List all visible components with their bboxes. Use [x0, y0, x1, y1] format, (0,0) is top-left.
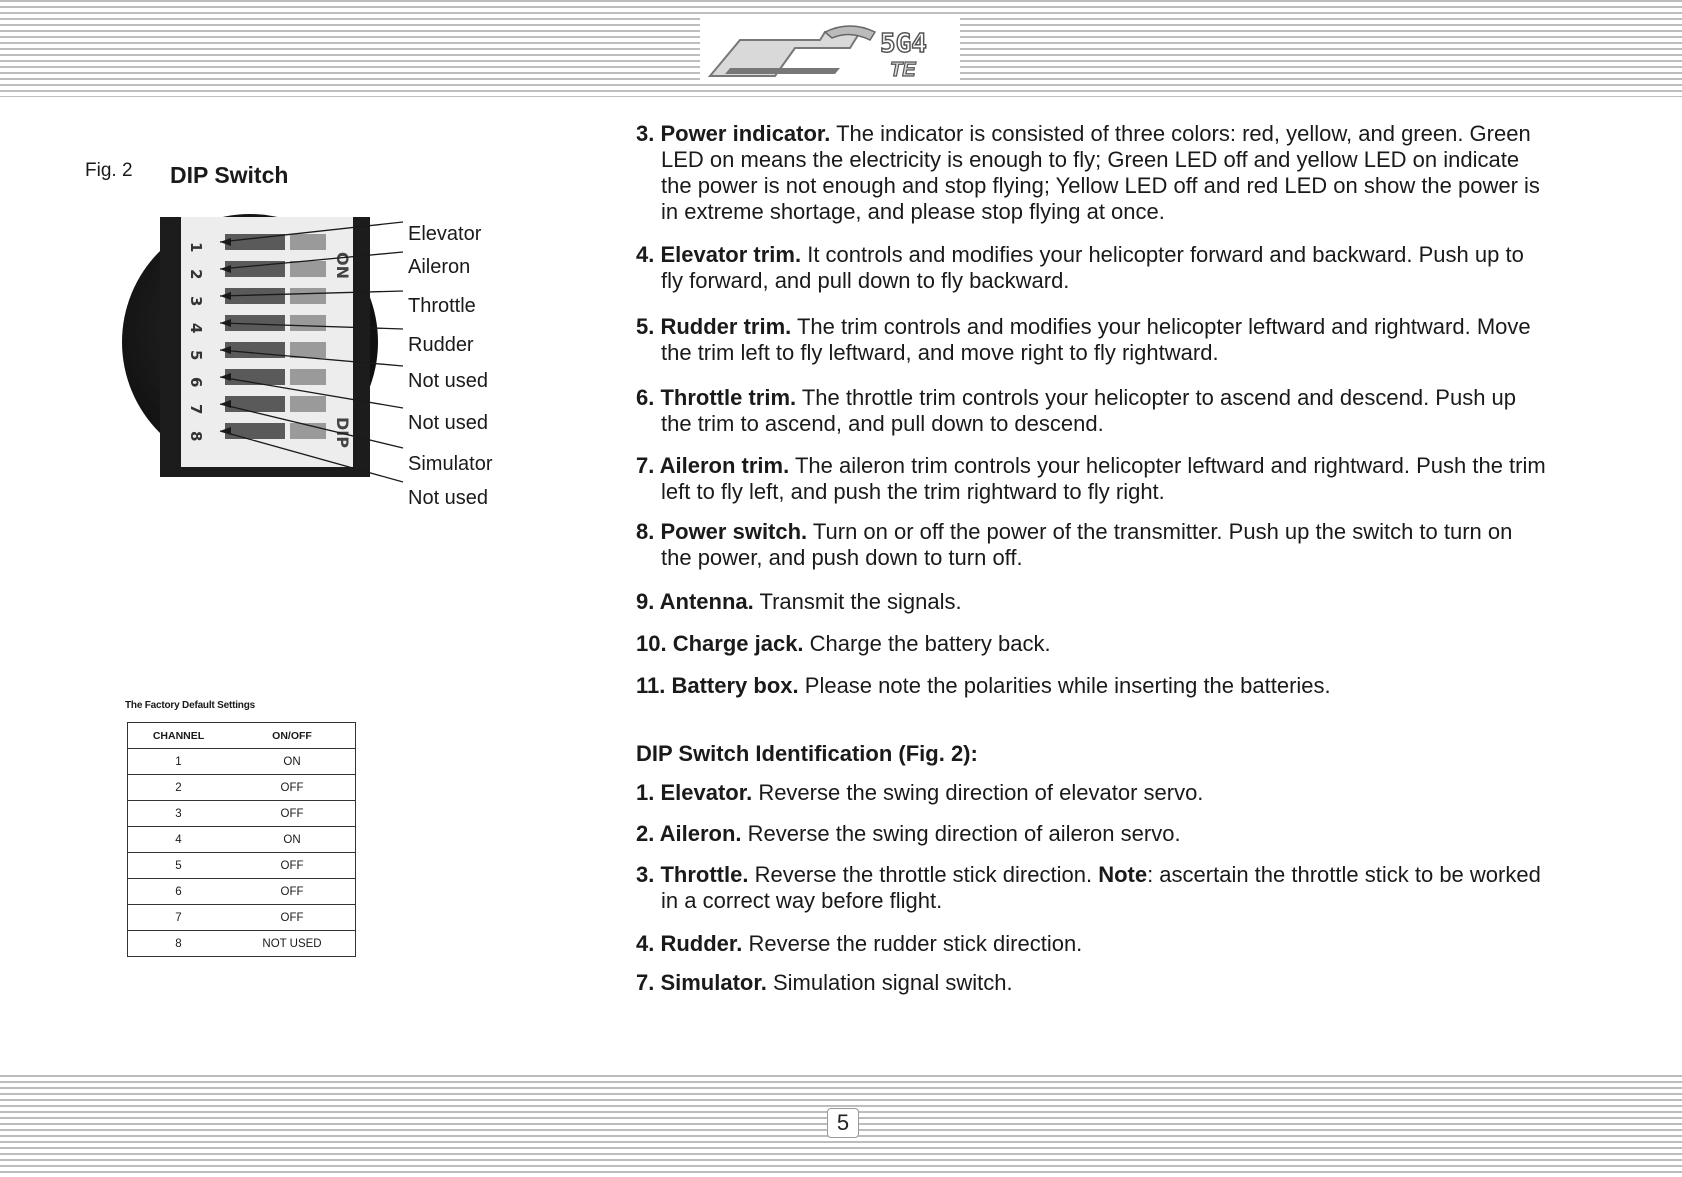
table-caption: The Factory Default Settings	[125, 700, 255, 711]
channel-cell: 8	[128, 931, 230, 957]
switch-slot-4	[290, 315, 326, 331]
channel-cell: 2	[128, 775, 230, 801]
switch-on-label: ON	[333, 252, 352, 279]
callout-aileron: Aileron	[408, 256, 471, 278]
item-heading: 7. Aileron trim.	[636, 453, 790, 478]
figure-title: DIP Switch	[170, 162, 289, 188]
factory-defaults-table	[127, 722, 356, 957]
item-text: The aileron trim controls your helicopter leftward and rightward. Push the trim	[794, 453, 1546, 478]
channel-cell: 5	[128, 853, 230, 879]
switch-number-1: 1	[187, 242, 205, 253]
item-elevator-trim	[636, 242, 1636, 294]
note-label: Note	[1098, 862, 1148, 887]
page-number: 5	[827, 1108, 859, 1138]
item-text: Transmit the signals.	[759, 589, 962, 614]
state-cell: ON	[229, 749, 356, 775]
switch-toggle-5	[225, 342, 285, 358]
item-power-switch	[636, 519, 1636, 571]
item-text: Reverse the swing direction of aileron servo.	[747, 821, 1181, 846]
table-header-row	[128, 723, 356, 749]
item-charge-jack	[636, 631, 1636, 657]
dip-section-heading: DIP Switch Identification (Fig. 2):	[636, 741, 978, 766]
item-text: Reverse the throttle stick direction.	[754, 862, 1093, 887]
item-text: Simulation signal switch.	[772, 970, 1013, 995]
item-text: The indicator is consisted of three colors: red, yellow, and green. Green	[836, 121, 1531, 146]
callout-throttle: Throttle	[408, 295, 476, 317]
item-line: LED on means the electricity is enough to fly; Green LED off and yellow LED on indicate	[661, 147, 1520, 172]
dip-item-elevator	[636, 780, 1636, 806]
switch-slot-1	[290, 234, 326, 250]
table-row	[128, 853, 356, 879]
item-text: The throttle trim controls your helicopter to ascend and descend. Push up	[801, 385, 1517, 410]
item-aileron-trim	[636, 453, 1636, 505]
item-antenna	[636, 589, 1636, 615]
callout-not-used-8: Not used	[408, 487, 489, 509]
state-cell: OFF	[229, 801, 356, 827]
logo-suffix-text: TE	[890, 59, 916, 81]
channel-cell: 1	[128, 749, 230, 775]
item-heading: 4. Elevator trim.	[636, 242, 802, 267]
callout-rudder: Rudder	[408, 334, 474, 356]
item-heading: 6. Throttle trim.	[636, 385, 797, 410]
table-row	[128, 931, 356, 957]
item-power-indicator	[636, 121, 1636, 225]
switch-slot-2	[290, 261, 326, 277]
state-cell: ON	[229, 827, 356, 853]
switch-toggle-8	[225, 423, 285, 439]
dip-item-rudder	[636, 931, 1636, 957]
figure-label: Fig. 2	[85, 160, 133, 181]
dip-item-aileron	[636, 821, 1636, 847]
state-cell: OFF	[229, 879, 356, 905]
item-text: The trim controls and modifies your helicopter leftward and rightward. Move	[796, 314, 1531, 339]
item-heading: 1. Elevator.	[636, 780, 753, 805]
item-line: the trim to ascend, and pull down to descend.	[661, 411, 1104, 436]
table-row	[128, 749, 356, 775]
item-line: fly forward, and pull down to fly backward.	[661, 268, 1070, 293]
switch-dip-label: DIP	[333, 417, 352, 448]
state-cell: OFF	[229, 775, 356, 801]
helic-logo-icon	[700, 18, 960, 84]
switch-slot-3	[290, 288, 326, 304]
item-line: left to fly left, and push the trim rightward to fly right.	[661, 479, 1165, 504]
item-heading: 5. Rudder trim.	[636, 314, 792, 339]
callout-simulator: Simulator	[408, 453, 493, 475]
table-row	[128, 905, 356, 931]
item-heading: 8. Power switch.	[636, 519, 808, 544]
dip-item-simulator	[636, 970, 1636, 996]
switch-number-6: 6	[187, 377, 205, 388]
logo-model-text: 5G4	[880, 29, 927, 59]
channel-cell: 3	[128, 801, 230, 827]
item-heading: 4. Rudder.	[636, 931, 743, 956]
item-line: in extreme shortage, and please stop flying at once.	[661, 199, 1165, 224]
item-heading: 10. Charge jack.	[636, 631, 804, 656]
item-heading: 3. Throttle.	[636, 862, 749, 887]
item-text: Charge the battery back.	[809, 631, 1051, 656]
item-line: the power, and push down to turn off.	[661, 545, 1023, 570]
item-heading: 11. Battery box.	[636, 673, 799, 698]
item-line: the power is not enough and stop flying; Yellow LED off and red LED on show the power is	[661, 173, 1540, 198]
switch-number-2: 2	[187, 269, 205, 280]
header-on-off: ON/OFF	[229, 723, 356, 749]
item-text: Turn on or off the power of the transmitter. Push up the switch to turn on	[812, 519, 1513, 544]
table-row	[128, 775, 356, 801]
switch-slot-6	[290, 369, 326, 385]
item-heading: 2. Aileron.	[636, 821, 742, 846]
switch-slot-7	[290, 396, 326, 412]
item-battery-box	[636, 673, 1636, 699]
switch-number-5: 5	[187, 350, 205, 361]
item-text: Please note the polarities while inserting the batteries.	[804, 673, 1331, 698]
table-row	[128, 801, 356, 827]
item-text: Reverse the swing direction of elevator servo.	[758, 780, 1204, 805]
switch-number-7: 7	[187, 404, 205, 415]
channel-cell: 4	[128, 827, 230, 853]
switch-number-8: 8	[187, 431, 205, 442]
item-line: in a correct way before flight.	[661, 888, 943, 913]
callout-not-used-6: Not used	[408, 412, 489, 434]
callout-not-used-5: Not used	[408, 370, 489, 392]
switch-number-4: 4	[187, 323, 205, 334]
channel-cell: 6	[128, 879, 230, 905]
channel-cell: 7	[128, 905, 230, 931]
switch-toggle-7	[225, 396, 285, 412]
callout-elevator: Elevator	[408, 223, 482, 245]
item-heading: 7. Simulator.	[636, 970, 767, 995]
table-row	[128, 827, 356, 853]
state-cell: OFF	[229, 853, 356, 879]
item-text: Reverse the rudder stick direction.	[748, 931, 1083, 956]
brand-logo	[700, 18, 960, 84]
item-heading: 3. Power indicator.	[636, 121, 831, 146]
table-row	[128, 879, 356, 905]
item-heading: 9. Antenna.	[636, 589, 754, 614]
state-cell: NOT USED	[229, 931, 356, 957]
item-text: It controls and modifies your helicopter forward and backward. Push up to	[807, 242, 1524, 267]
state-cell: OFF	[229, 905, 356, 931]
note-text: : ascertain the throttle stick to be worked	[1147, 862, 1541, 887]
switch-slot-5	[290, 342, 326, 358]
item-throttle-trim	[636, 385, 1636, 437]
switch-number-3: 3	[187, 296, 205, 307]
item-rudder-trim	[636, 314, 1636, 366]
header-channel: CHANNEL	[128, 723, 230, 749]
dip-item-throttle	[636, 862, 1636, 914]
item-line: the trim left to fly leftward, and move right to fly rightward.	[661, 340, 1219, 365]
